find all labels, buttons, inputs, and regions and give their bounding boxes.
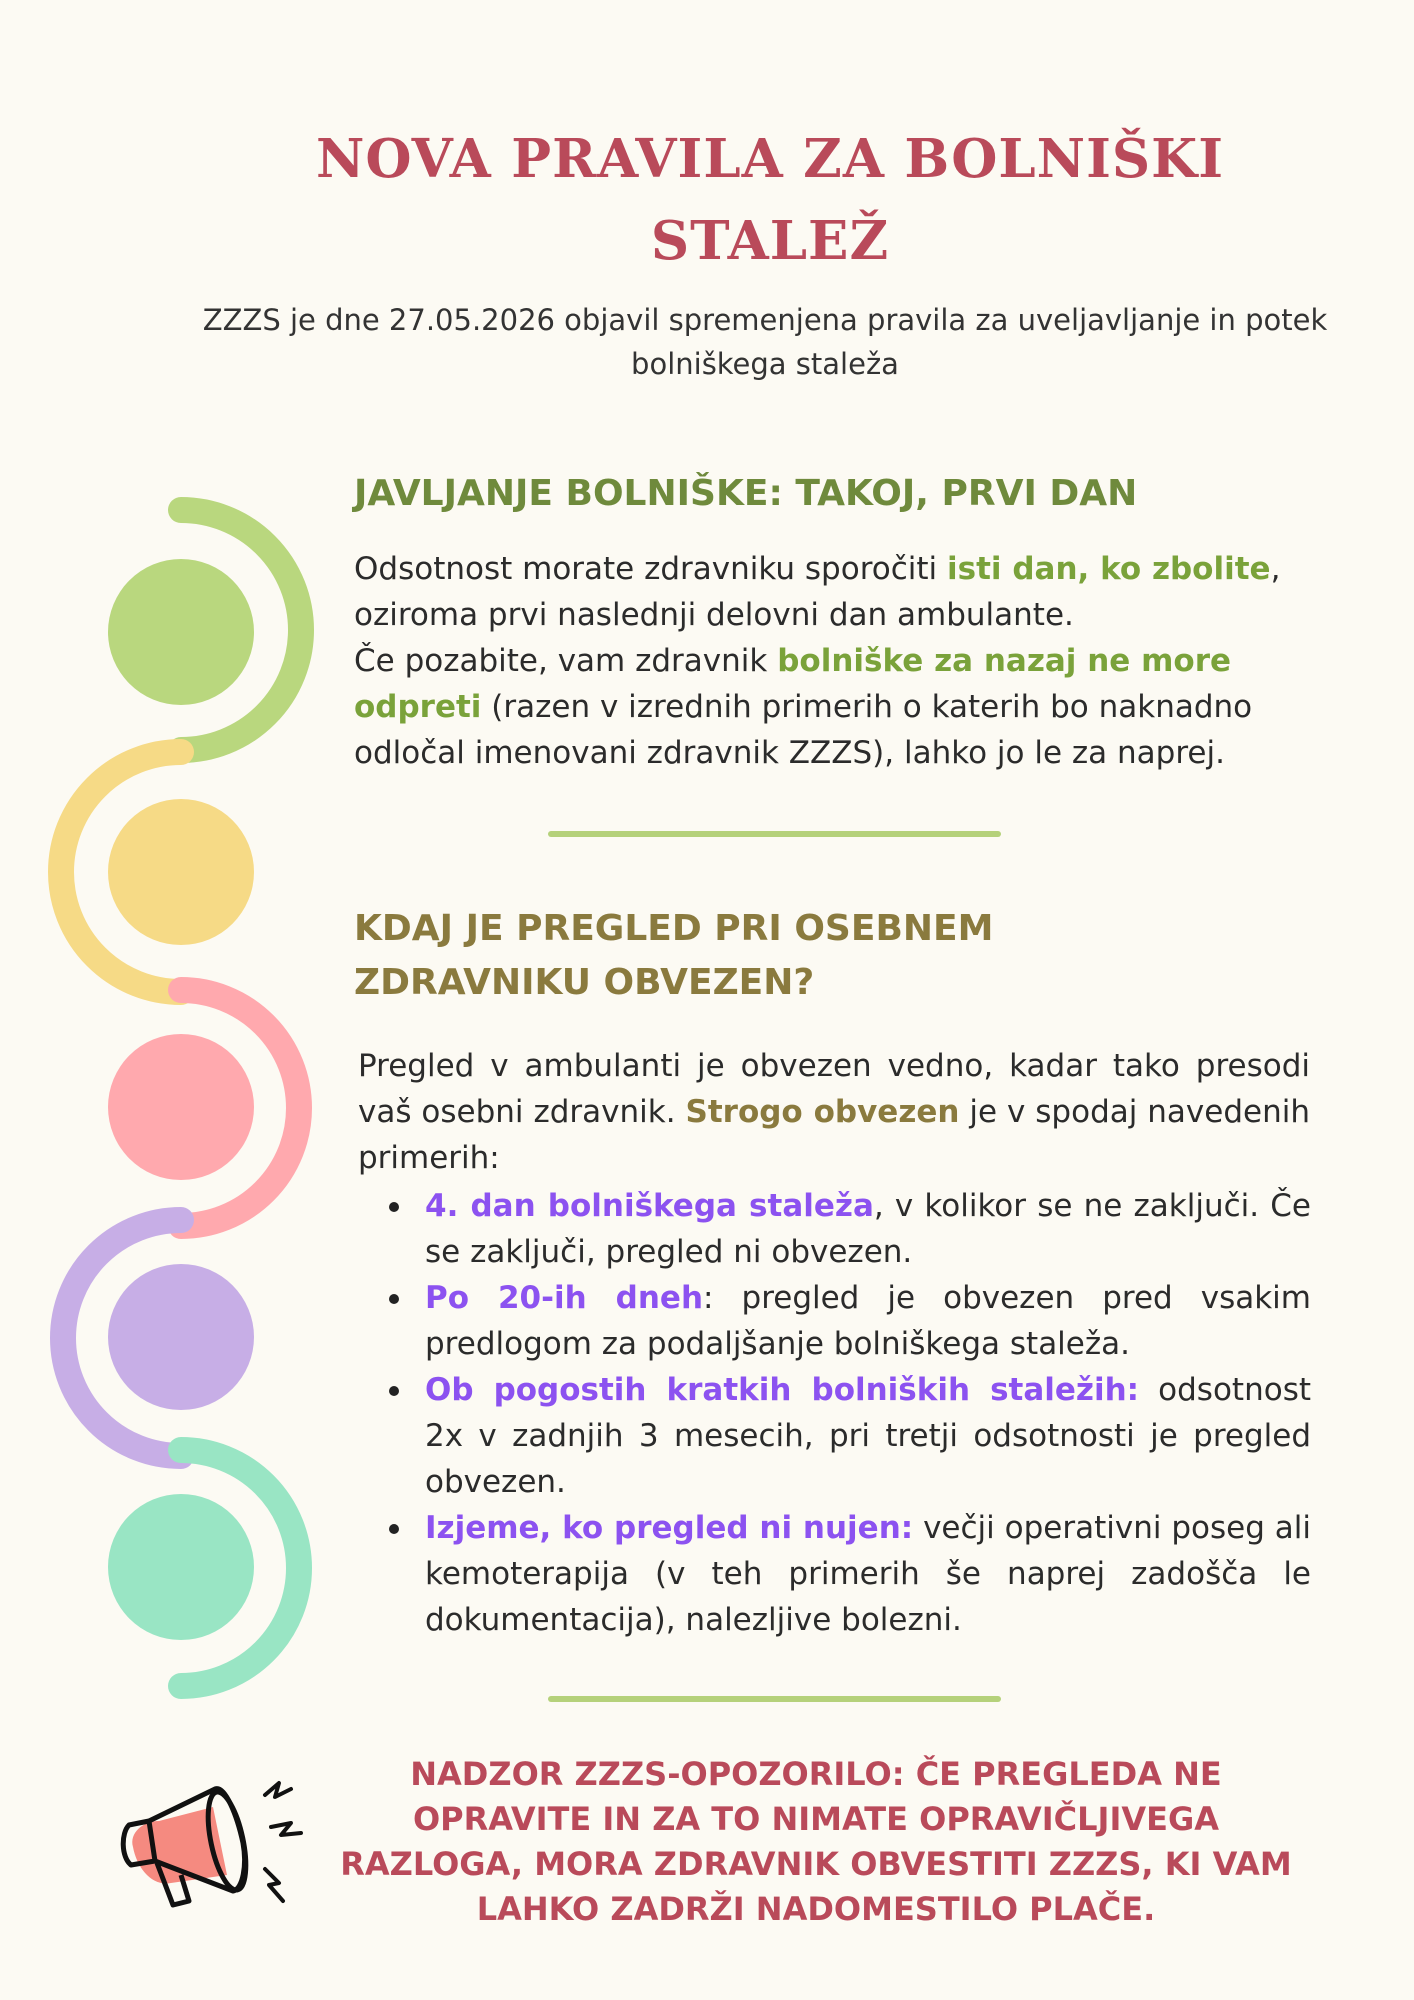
section2-paragraph: Pregled v ambulanti je obvezen vedno, kadar tako presodi vaš osebni zdravnik. Strogo obvezen je v spodaj navedenih primerih: bbox=[358, 1048, 1311, 1176]
highlight-same-day: isti dan, ko zbolite bbox=[947, 551, 1271, 587]
page-subtitle: ZZZS je dne 27.05.2026 objavil spremenjena pravila za uveljavljanje in potek bolniškega staleža bbox=[202, 303, 1328, 381]
divider bbox=[548, 831, 1001, 837]
highlight-no-retroactive: bolniške za nazaj ne more odpreti bbox=[354, 643, 1232, 725]
deco-circle-mint bbox=[108, 1494, 254, 1640]
page-title: NOVA PRAVILA ZA BOLNIŠKI STALEŽ bbox=[315, 128, 1225, 272]
decorative-circle-wave bbox=[0, 480, 340, 1720]
divider bbox=[548, 1696, 1001, 1702]
megaphone-icon bbox=[115, 1765, 310, 1925]
highlight-strictly-required: Strogo obvezen bbox=[685, 1094, 960, 1130]
section1-paragraph: Odsotnost morate zdravniku sporočiti isti dan, ko zbolite, oziroma prvi naslednji delovni dan ambulante. Če pozabite, vam zdravnik bolniške za nazaj ne more odpreti (razen v izrednih primerih o katerih bo naknadno odločal imenovani zdravnik ZZZS), lahko jo le za naprej. bbox=[354, 551, 1281, 771]
list-item: Izjeme, ko pregled ni nujen: večji operativni poseg ali kemoterapija (v teh primerih še naprej zadošča le dokumentacija), nalezljive bolezni. bbox=[425, 1505, 1311, 1643]
deco-circle-pink bbox=[108, 1034, 254, 1180]
list-item: 4. dan bolniškega staleža, v kolikor se ne zaključi. Če se zaključi, pregled ni obvezen. bbox=[425, 1183, 1311, 1275]
deco-circle-purple bbox=[108, 1264, 254, 1410]
section2-heading: KDAJ JE PREGLED PRI OSEBNEM ZDRAVNIKU OBVEZEN? bbox=[354, 908, 994, 1003]
list-item: Po 20-ih dneh: pregled je obvezen pred vsakim predlogom za podaljšanje bolniškega staleža. bbox=[425, 1275, 1311, 1367]
deco-circle-green bbox=[108, 559, 254, 705]
zzzs-warning: NADZOR ZZZS-OPOZORILO: ČE PREGLEDA NE OPRAVITE IN ZA TO NIMATE OPRAVIČLJIVEGA RAZLOGA, MORA ZDRAVNIK OBVESTITI ZZZS, KI VAM LAHKO ZADRŽI NADOMESTILO PLAČE. bbox=[340, 1755, 1292, 1928]
section1-heading: JAVLJANJE BOLNIŠKE: TAKOJ, PRVI DAN bbox=[354, 473, 1138, 514]
required-exam-list bbox=[425, 1183, 1311, 1643]
deco-circle-yellow bbox=[108, 799, 254, 945]
list-item: Ob pogostih kratkih bolniških staležih: odsotnost 2x v zadnjih 3 mesecih, pri tretji odsotnosti je pregled obvezen. bbox=[425, 1367, 1311, 1505]
